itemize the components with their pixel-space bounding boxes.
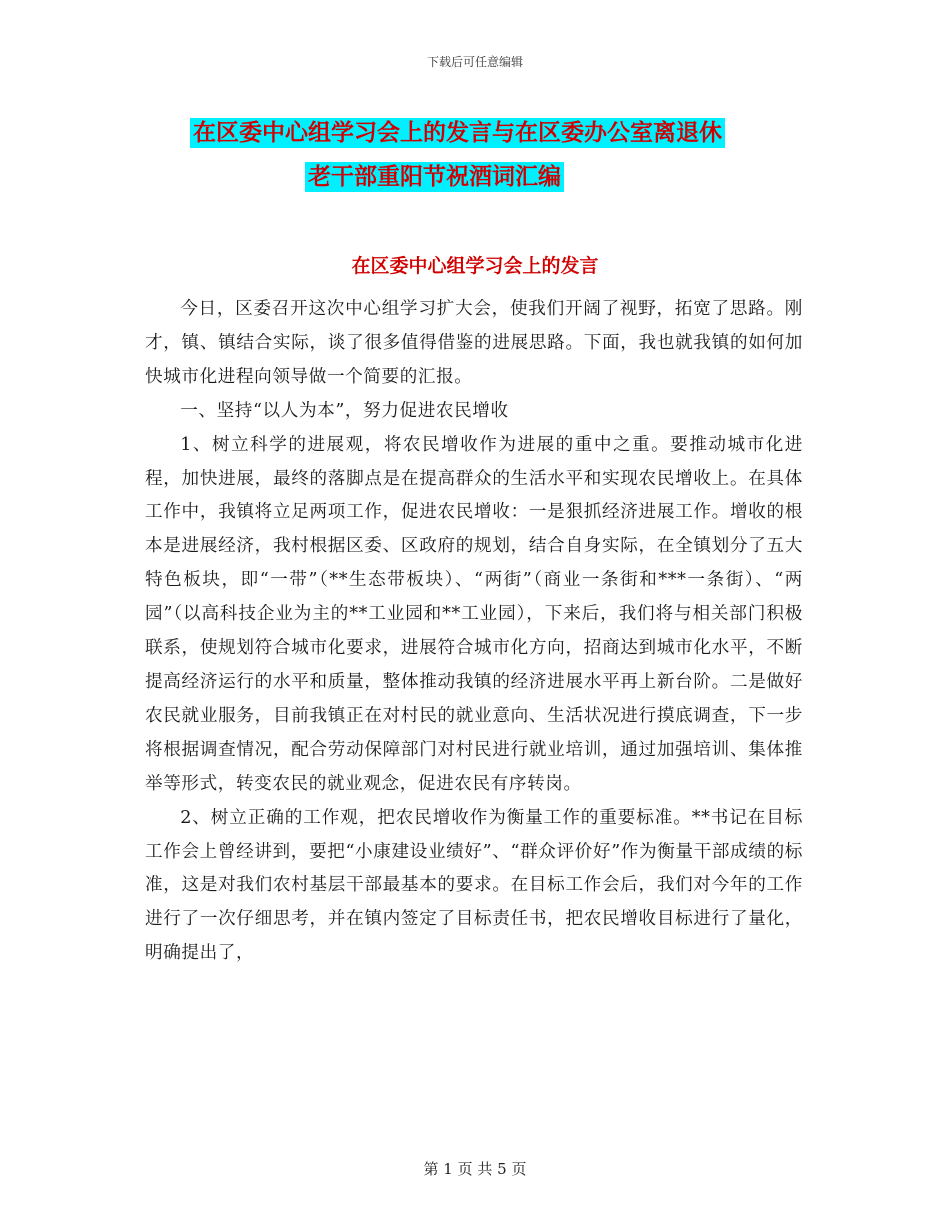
document-body <box>145 293 803 971</box>
title-highlight-1: 在区委中心组学习会上的发言与在区委办公室离退休 <box>190 118 725 148</box>
section-title: 在区委中心组学习会上的发言 <box>351 255 599 277</box>
paragraph-point-2: 2、树立正确的工作观，把农民增收作为衡量工作的重要标准。**书记在目标工作会上曾经讲到，要把“小康建设业绩好”、“群众评价好”作为衡量干部成绩的标准，这是对我们农村基层干部最基本的要求。在目标工作会后，我们对今年的工作进行了一次仔细思考，并在镇内签定了目标责任书，把农民增收目标进行了量化，明确提出了， <box>145 807 803 964</box>
paragraph-heading-1: 一、坚持“以人为本”，努力促进农民增收 <box>180 400 509 421</box>
document-title-line-1 <box>190 114 810 147</box>
page-header-note: 下载后可任意编辑 <box>426 55 523 69</box>
page-number: 第 1 页 共 5 页 <box>423 1160 527 1178</box>
paragraph-point-1: 1、树立科学的进展观，将农民增收作为进展的重中之重。要推动城市化进程，加快进展，最终的落脚点是在提高群众的生活水平和实现农民增收上。在具体工作中，我镇将立足两项工作，促进农民增收：一是狠抓经济进展工作。增收的根本是进展经济，我村根据区委、区政府的规划，结合自身实际，在全镇划分了五大特色板块，即“一带”（**生态带板块）、“两街”（商业一条街和***一条街）、“两园”（以高科技企业为主的**工业园和**工业园），下来后，我们将与相关部门积极联系，使规划符合城市化要求，进展符合城市化方向，招商达到城市化水平，不断提高经济运行的水平和质量，整体推动我镇的经济进展水平再上新台阶。二是做好农民就业服务，目前我镇正在对村民的就业意向、生活状况进行摸底调查，下一步将根据调查情况，配合劳动保障部门对村民进行就业培训，通过加强培训、集体推举等形式，转变农民的就业观念，促进农民有序转岗。 <box>145 434 803 794</box>
document-title-line-2 <box>305 158 925 191</box>
paragraph-intro: 今日，区委召开这次中心组学习扩大会，使我们开阔了视野，拓宽了思路。刚才，镇、镇结合实际，谈了很多值得借鉴的进展思路。下面，我也就我镇的如何加快城市化进程向领导做一个简要的汇报。 <box>145 299 803 387</box>
title-highlight-2: 老干部重阳节祝酒词汇编 <box>305 162 564 192</box>
